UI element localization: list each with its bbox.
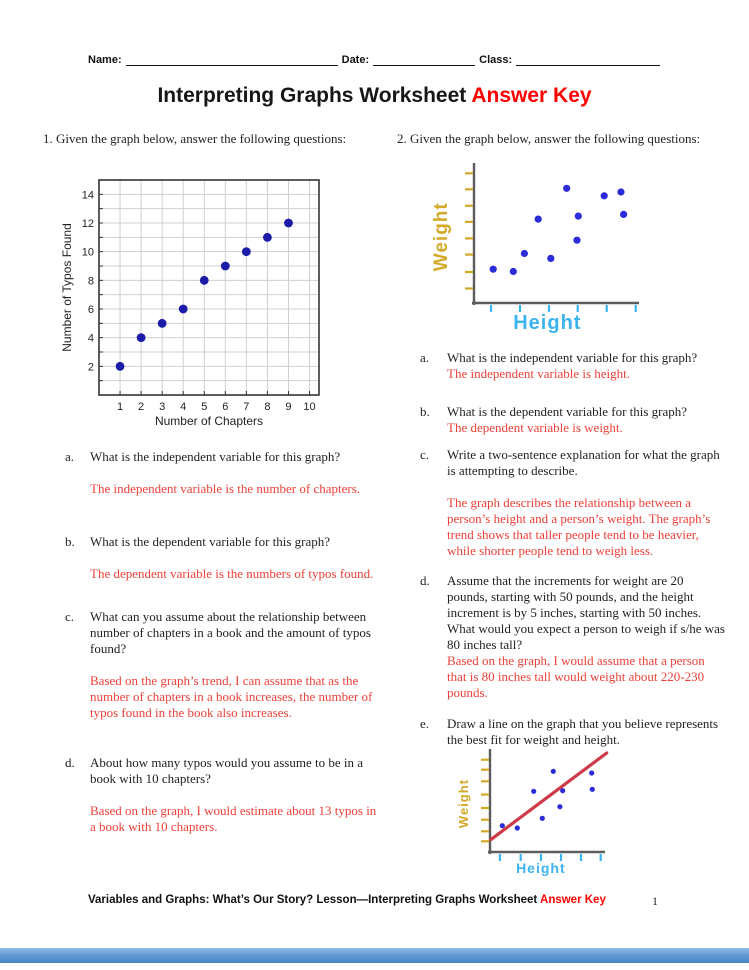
svg-text:12: 12	[81, 218, 94, 230]
question-letter: d.	[65, 755, 75, 770]
date-blank-line	[373, 54, 475, 66]
question-1a	[43, 449, 388, 497]
svg-text:5: 5	[201, 401, 208, 413]
footer-answer-key: Answer Key	[540, 894, 606, 906]
svg-text:9: 9	[285, 401, 292, 413]
svg-text:7: 7	[243, 401, 250, 413]
question-2-column	[397, 131, 727, 881]
question-letter: a.	[420, 350, 430, 365]
svg-text:Height: Height	[516, 860, 566, 876]
question-1-heading: 1. Given the graph below, answer the following questions:	[43, 131, 347, 146]
svg-text:6: 6	[87, 304, 94, 316]
question-2c	[397, 447, 727, 559]
typos-scatter-chart	[59, 168, 388, 430]
question-letter: b.	[420, 404, 430, 419]
answer-text: The dependent variable is weight.	[447, 420, 623, 435]
question-2-heading: 2. Given the graph below, answer the following questions:	[397, 131, 701, 146]
question-1-column	[43, 131, 388, 835]
svg-text:1: 1	[116, 401, 124, 413]
question-text: What is the dependent variable for this graph?	[90, 534, 331, 549]
question-1d	[43, 755, 388, 835]
svg-text:Number of Chapters: Number of Chapters	[154, 414, 264, 428]
date-label: Date:	[341, 54, 370, 66]
name-date-class-line	[88, 54, 660, 66]
question-text: Write a two-sentence explanation for what the graph is attempting to describe.	[447, 447, 720, 478]
svg-text:2: 2	[138, 401, 145, 413]
svg-text:Number of Typos Found: Number of Typos Found	[60, 223, 74, 352]
question-2e	[397, 716, 727, 748]
footer	[88, 894, 708, 906]
question-text: What is the independent variable for this graph?	[90, 449, 341, 464]
question-text: Draw a line on the graph that you believe represents the best fit for weight and height.	[447, 716, 719, 747]
height-weight-bestfit-chart	[440, 749, 727, 881]
answer-text: Based on the graph, I would assume that a person that is 80 inches tall would weight about 220-230 pounds.	[447, 653, 705, 700]
answer-text: Based on the graph’s trend, I can assume that as the number of chapters in a book increases, the number of typos found in the book also increases.	[90, 673, 373, 720]
question-letter: a.	[65, 449, 75, 464]
question-letter: c.	[420, 447, 430, 462]
svg-text:2: 2	[87, 361, 94, 374]
name-blank-line	[126, 54, 338, 66]
question-text: What can you assume about the relationship between number of chapters in a book and the amount of typos found?	[90, 609, 371, 656]
question-2b	[397, 404, 727, 436]
svg-text:3: 3	[159, 401, 166, 413]
svg-text:Weight: Weight	[456, 778, 471, 829]
question-text: Assume that the increments for weight are 20 pounds, starting with 50 pounds, and the height increment is by 5 inches, starting with 50 inches. What would you expect a person to weigh if s/he was 80 inches tall?	[447, 573, 725, 652]
question-1c	[43, 609, 388, 721]
question-text: What is the independent variable for this graph?	[447, 350, 698, 365]
svg-text:4: 4	[87, 332, 94, 345]
question-letter: d.	[420, 573, 430, 588]
question-letter: c.	[65, 609, 75, 624]
page-number: 1	[652, 894, 658, 908]
page-title-answer-key: Answer Key	[471, 84, 592, 107]
page-title	[0, 84, 749, 108]
question-letter: e.	[420, 716, 430, 731]
svg-text:4: 4	[180, 401, 187, 413]
question-letter: b.	[65, 534, 75, 549]
height-weight-scatter-chart	[425, 158, 727, 342]
svg-text:14: 14	[81, 189, 94, 202]
answer-text: Based on the graph, I would estimate about 13 typos in a book with 10 chapters.	[90, 803, 377, 834]
answer-text: The dependent variable is the numbers of typos found.	[90, 566, 374, 581]
answer-text: The graph describes the relationship between a person’s height and a person’s weight. The graph’s trend shows that taller people tend to be heavier, while shorter people tend to weigh less.	[447, 495, 711, 558]
name-label: Name:	[88, 54, 122, 66]
viewer-bottom-bar	[0, 948, 749, 963]
question-2a	[397, 350, 727, 382]
class-label: Class:	[479, 54, 513, 66]
svg-text:10: 10	[303, 401, 316, 413]
svg-text:8: 8	[264, 401, 271, 413]
question-text: About how many typos would you assume to be in a book with 10 chapters?	[90, 755, 363, 786]
question-2d	[397, 573, 727, 701]
page-title-main: Interpreting Graphs Worksheet	[157, 84, 472, 107]
class-blank-line	[516, 54, 660, 66]
svg-text:8: 8	[87, 275, 94, 288]
answer-text: The independent variable is height.	[447, 366, 631, 381]
answer-text: The independent variable is the number of chapters.	[90, 481, 361, 496]
svg-text:Height: Height	[513, 312, 582, 334]
question-1b	[43, 534, 388, 582]
svg-text:10: 10	[81, 246, 94, 259]
footer-text: Variables and Graphs: What’s Our Story? Lesson—Interpreting Graphs Worksheet	[88, 894, 541, 906]
svg-text:Weight: Weight	[431, 202, 452, 272]
svg-text:6: 6	[222, 401, 229, 413]
question-text: What is the dependent variable for this graph?	[447, 404, 688, 419]
